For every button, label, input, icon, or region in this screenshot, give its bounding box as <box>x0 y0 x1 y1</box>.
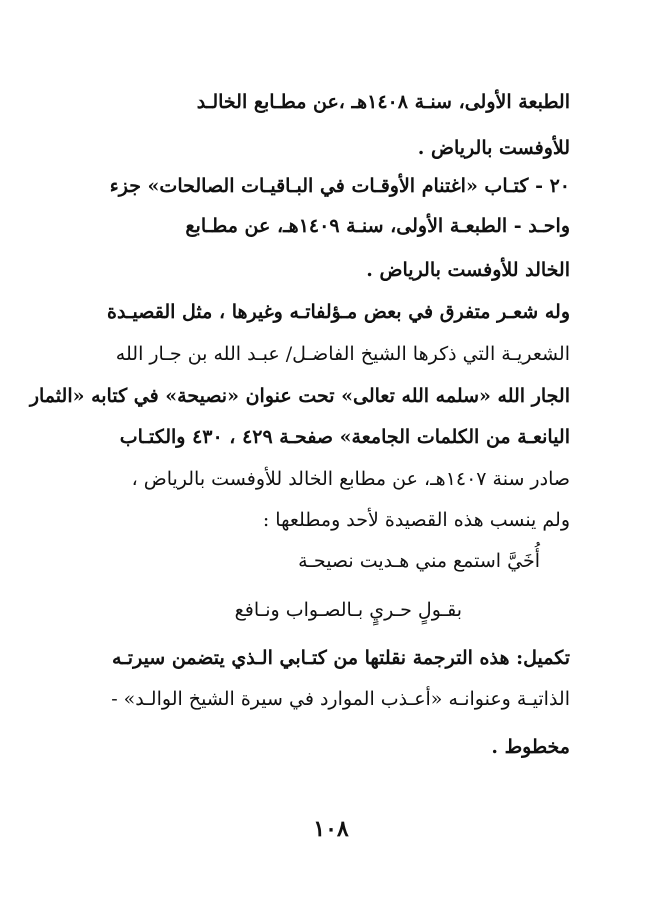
page-number: ١٠٨ <box>313 816 349 842</box>
text-line-6: وله شعـر متفرق في بعض مـؤلفاتـه وغيرها ، مثل القصيـدة <box>107 301 570 323</box>
text-line-4: واحـد - الطبعـة الأولى، سنـة ١٤٠٩هـ، عن مطـابع <box>185 215 570 237</box>
text-line-10: صادر سنة ١٤٠٧هـ، عن مطابع الخالد للأوفست بالرياض ، <box>131 468 570 490</box>
text-line-5: الخالد للأوفست بالرياض . <box>366 259 570 281</box>
text-line-14: مخطوط . <box>491 736 570 758</box>
text-line-11: ولم ينسب هذه القصيدة لأحد ومطلعها : <box>262 509 570 531</box>
text-line-8: الجار الله «سلمه الله تعالى» تحت عنوان «نصيحة» في كتابه «الثمار <box>29 385 570 407</box>
text-line-12: تكميل: هذه الترجمة نقلتها من كتـابي الـذي يتضمن سيرتـه <box>112 647 570 669</box>
text-line-1: الطبعة الأولى، سنـة ١٤٠٨هـ ،عن مطـابع الخالـد <box>196 91 570 113</box>
text-line-7: الشعريـة التي ذكرها الشيخ الفاضـل/ عبـد الله بن جـار الله <box>115 343 570 365</box>
text-line-9: اليانعـة من الكلمات الجامعة» صفحـة ٤٢٩ ، ٤٣٠ والكتـاب <box>119 426 570 448</box>
poem-hemistich-1: أُخَيَّ استمع مني هـديت نصيحـة <box>298 550 540 572</box>
text-line-3: ٢٠ - كتـاب «اغتنام الأوقـات في البـاقيـات الصالحات» جزء <box>109 175 570 197</box>
poem-hemistich-2: بقـولٍ حـريٍ بـالصـواب ونـافع <box>234 599 462 621</box>
text-line-2: للأوفست بالرياض . <box>417 137 570 159</box>
text-line-13: الذاتيـة وعنوانـه «أعـذب الموارد في سيرة الشيخ الوالـد» - <box>111 688 570 710</box>
